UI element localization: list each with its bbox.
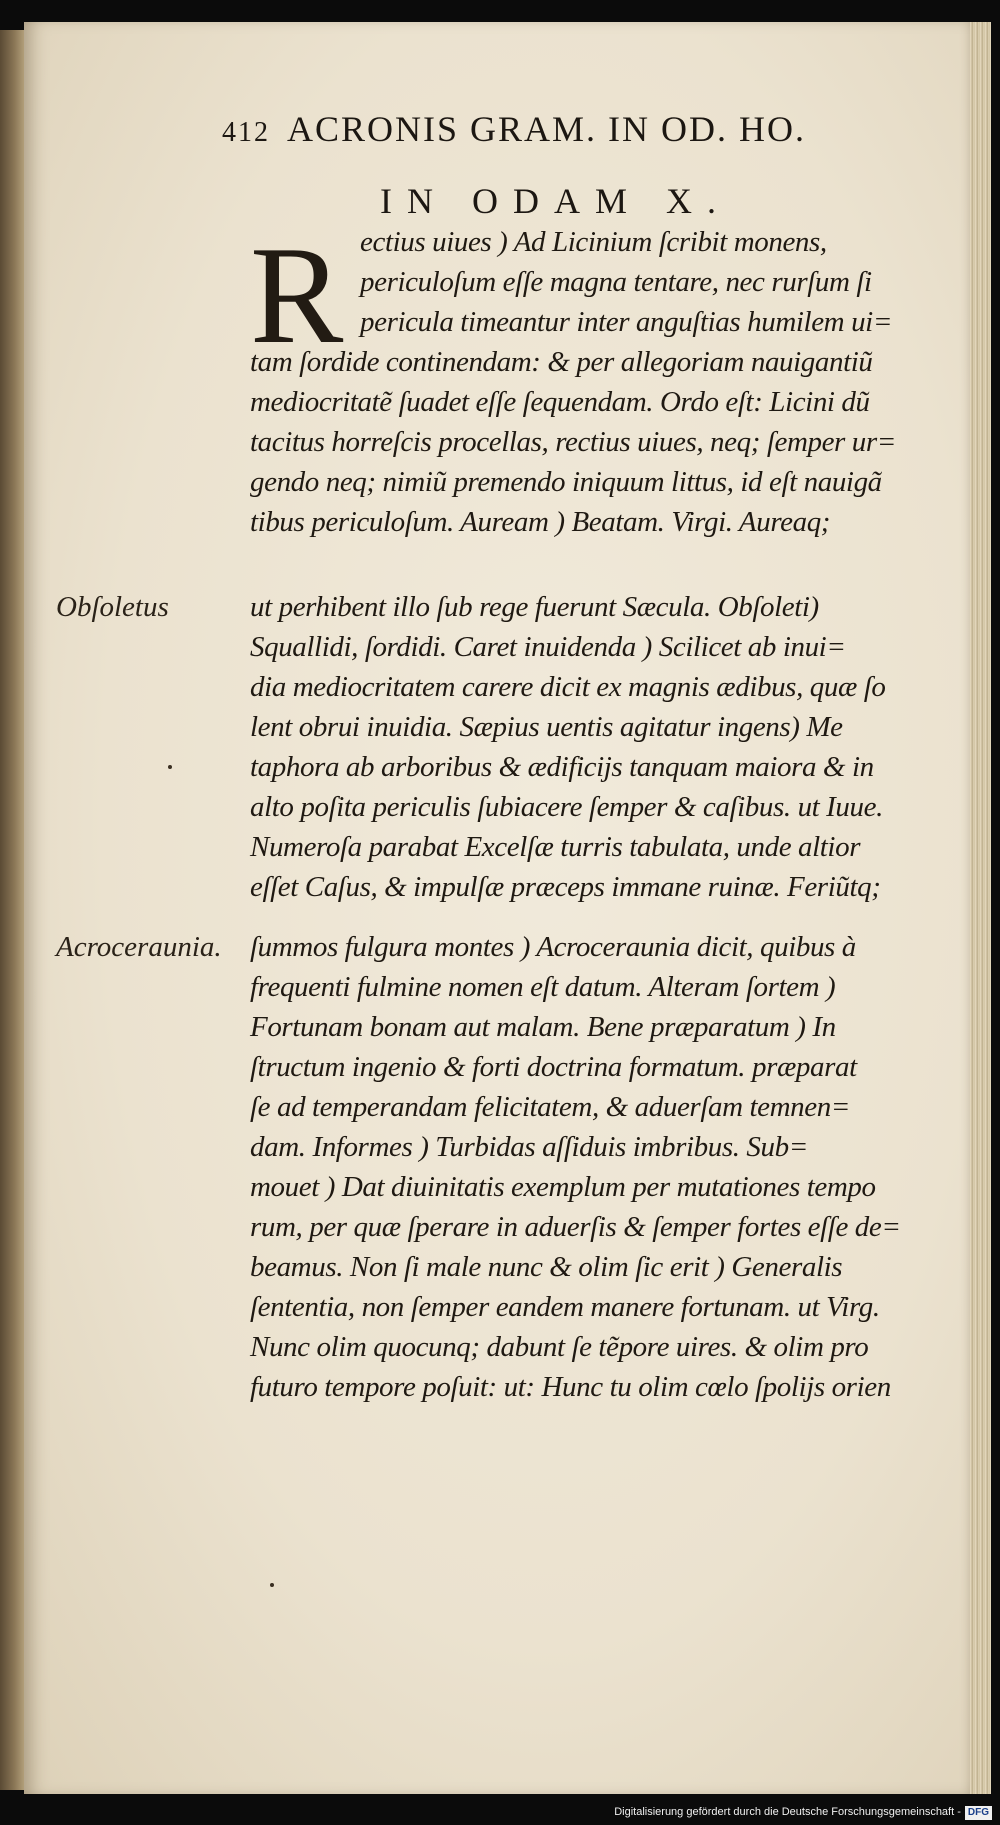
text-line: dia mediocritatem carere dicit ex magnis ædibus, quæ ſo bbox=[250, 671, 886, 703]
paper-speck bbox=[168, 765, 172, 769]
credit-text: Digitalisierung gefördert durch die Deutsche Forschungsgemeinschaft - bbox=[614, 1806, 961, 1818]
text-line: ut perhibent illo ſub rege fuerunt Sæcula. Obſoleti) bbox=[250, 591, 819, 623]
margin-note: Obſoletus bbox=[56, 591, 169, 623]
text-line: frequenti fulmine nomen eſt datum. Alteram ſortem ) bbox=[250, 971, 836, 1003]
text-line: tam ſordide continendam: & per allegoriam nauigantiũ bbox=[250, 346, 873, 378]
text-line: Numeroſa parabat Excelſæ turris tabulata, unde altior bbox=[250, 831, 861, 863]
text-line: Fortunam bonam aut malam. Bene præparatum ) In bbox=[250, 1011, 836, 1043]
text-line: ectius uiues ) Ad Licinium ſcribit monens, bbox=[360, 226, 827, 258]
text-line: ſtructum ingenio & forti doctrina formatum. præparat bbox=[250, 1051, 857, 1083]
text-line: lent obrui inuidia. Sæpius uentis agitatur ingens) Me bbox=[250, 711, 843, 743]
running-header bbox=[222, 108, 922, 150]
text-line: Nunc olim quocunq; dabunt ſe tẽpore uires. & olim pro bbox=[250, 1331, 869, 1363]
text-line: Squallidi, ſordidi. Caret inuidenda ) Scilicet ab inui= bbox=[250, 631, 846, 663]
text-line: taphora ab arboribus & ædificijs tanquam maiora & in bbox=[250, 751, 874, 783]
text-line: mouet ) Dat diuinitatis exemplum per mutationes tempo bbox=[250, 1171, 876, 1203]
text-line: ſententia, non ſemper eandem manere fortunam. ut Virg. bbox=[250, 1291, 880, 1323]
page-number: 412 bbox=[222, 117, 270, 148]
text-line: alto poſita periculis ſubiacere ſemper & caſibus. ut Iuue. bbox=[250, 791, 883, 823]
digitization-credit bbox=[614, 1803, 992, 1821]
paper-speck bbox=[270, 1583, 274, 1587]
text-line: tibus periculoſum. Auream ) Beatam. Virgi. Aureaq; bbox=[250, 506, 831, 538]
text-line: gendo neq; nimiũ premendo iniquum littus, id eſt nauigã bbox=[250, 466, 882, 498]
page-block-edges bbox=[968, 22, 991, 1794]
section-title: IN ODAM X. bbox=[380, 181, 731, 221]
text-line: eſſet Caſus, & impulſæ præceps immane ruinæ. Feriũtq; bbox=[250, 871, 881, 903]
text-line: ſummos fulgura montes ) Acroceraunia dicit, quibus à bbox=[250, 931, 856, 963]
text-line: tacitus horreſcis procellas, rectius uiues, neq; ſemper ur= bbox=[250, 426, 896, 458]
text-line: pericula timeantur inter anguſtias humilem ui= bbox=[360, 306, 892, 338]
drop-cap-initial: R bbox=[250, 218, 344, 373]
running-title: ACRONIS GRAM. IN OD. HO. bbox=[287, 109, 807, 149]
book-spine-edge bbox=[0, 30, 26, 1790]
text-line: ſe ad temperandam felicitatem, & aduerſam temnen= bbox=[250, 1091, 850, 1123]
dfg-logo: DFG bbox=[965, 1806, 992, 1820]
text-line: beamus. Non ſi male nunc & olim ſic erit ) Generalis bbox=[250, 1251, 843, 1283]
text-line: periculoſum eſſe magna tentare, nec rurſum ſi bbox=[360, 266, 872, 298]
text-line: rum, per quæ ſperare in aduerſis & ſemper fortes eſſe de= bbox=[250, 1211, 901, 1243]
margin-note: Acroceraunia. bbox=[56, 931, 222, 963]
text-line: mediocritatẽ ſuadet eſſe ſequendam. Ordo eſt: Licini dũ bbox=[250, 386, 870, 418]
text-line: futuro tempore poſuit: ut: Hunc tu olim cœlo ſpolijs orien bbox=[250, 1371, 891, 1403]
text-line: dam. Informes ) Turbidas aſſiduis imbribus. Sub= bbox=[250, 1131, 808, 1163]
